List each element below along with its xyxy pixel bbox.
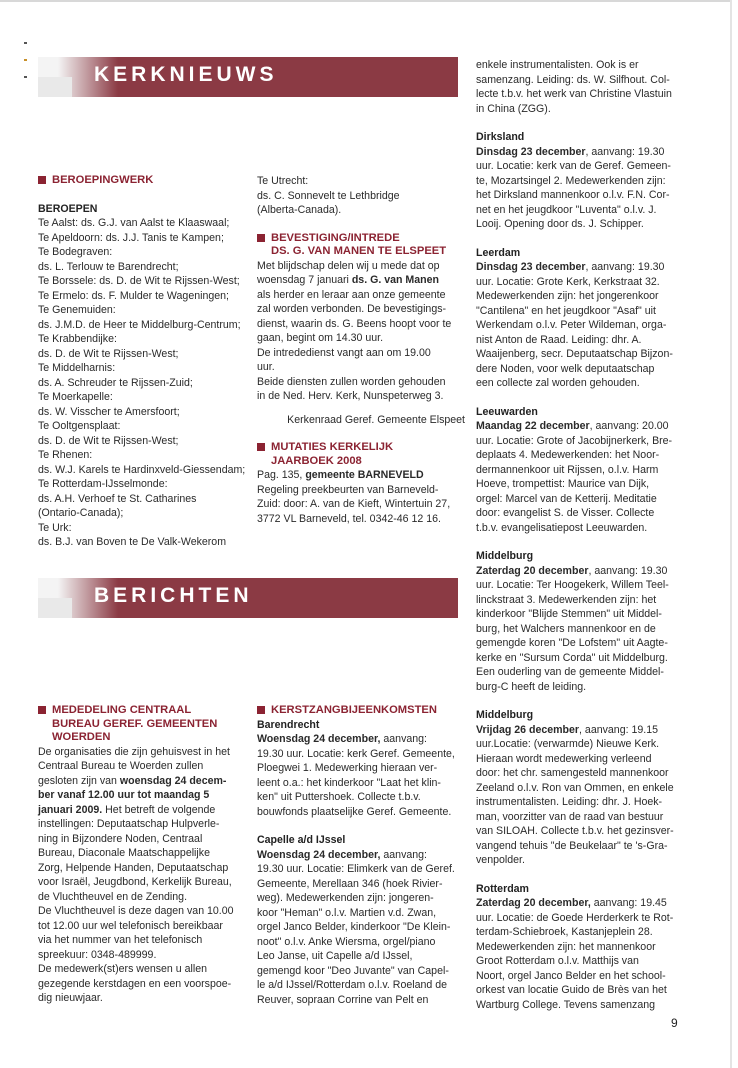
text-line: Te Borssele: ds. D. de Wit te Rijssen-West; [38,275,240,287]
text-line: ds. A.H. Verhoef te St. Catharines [38,492,197,505]
text-line: enkele instrumentalisten. Ook is er [476,59,639,71]
text-line: deplaats 4. Medewerkenden: het Noor- [476,449,660,461]
text-line: Zuid: door: A. van de Kieft, Wintertuin 27, [257,498,451,510]
text-line: de Vluchtheuvel en de Zending. [38,890,188,903]
text-line: burg-C heeft de leiding. [476,680,587,693]
text-line: Waaijenberg, secr. Deputaatschap Bijzon- [476,348,673,360]
text-line: Maandag 22 december, aanvang: 20.00 [476,420,669,432]
column-3 [476,58,684,1012]
text-line: van SILOAH. Collecte t.b.v. het gezinsver- [476,825,674,837]
text-line: uur. Locatie: de Goede Herderkerk te Rot- [476,911,674,924]
beroepen-continued [257,174,465,218]
capelle-title: Capelle a/d IJssel [257,834,346,846]
middelburg-1-text [476,564,684,695]
text-line: noot" o.l.v. Anke Wiersma, orgel/piano [257,935,436,948]
mededeling-heading: MEDEDELING CENTRAAL BUREAU GEREF. GEMEENTEN WOERDEN [38,704,246,745]
text-line: instrumentalisten. Leiding: dhr. J. Hoek- [476,796,663,808]
berichten-title: BERICHTEN [94,584,253,607]
text-line: Bureau, Diaconale Maatschappelijke [38,847,210,859]
text-line: uur. Locatie: Ter Hoogekerk, Willem Teel- [476,579,669,591]
text-line: in de Ned. Herv. Kerk, Nunspeterweg 3. [257,390,444,402]
dirksland-title: Dirksland [476,131,525,143]
bevestiging-heading: BEVESTIGING/INTREDE DS. G. VAN MANEN TE ELSPEET [257,232,465,259]
text-line: "Cantilena" en het jeugdkoor "Asaf" uit [476,304,656,317]
text-line: Noort, orgel Janco Belder en het school- [476,969,666,982]
text-line: een collecte zal worden gehouden. [476,377,640,389]
text-line: instellingen: Deputaatschap Hulpverle- [38,818,220,830]
text-line: gesloten zijn van woensdag 24 decem- [38,774,227,787]
mededeling-section [38,704,246,1006]
text-line: 3772 VL Barneveld, tel. 0342-46 12 16. [257,512,441,525]
text-line: t.b.v. evangelisatiepost Leeuwarden. [476,521,648,534]
text-line: orkest van locatie Guido de Brès van het [476,984,667,996]
intro-text [476,58,684,116]
text-line: via het nummer van het telefonisch [38,934,203,946]
text-line: Dinsdag 23 december, aanvang: 19.30 [476,261,665,273]
text-line: kinderkoor "Blijde Stemmen" uit Middel- [476,608,662,620]
text-line: ds. B.J. van Boven te De Valk-Wekerom [38,536,227,548]
mededeling-paragraph-3 [38,962,246,1006]
text-line: venpolder. [476,854,525,866]
leerdam-title: Leerdam [476,246,521,259]
text-line: Een ouderling van de gemeente Middel- [476,666,664,678]
text-line: lecte t.b.v. het werk van Christine Vlastuin [476,88,672,100]
text-line: Gemeente, Merellaan 346 (hoek Rivier- [257,877,443,890]
text-line: in China (ZGG). [476,102,551,115]
text-line: bouwfonds plaatselijke Geref. Gemeente. [257,805,452,818]
text-line: ds. L. Terlouw te Barendrecht; [38,260,179,273]
text-line: ken" uit Puttershoek. Collecte t.b.v. [257,791,421,803]
text-line: orgel Janco Belder, kinderkoor "De Klein- [257,921,451,933]
kerstzang-section [257,704,465,1007]
text-line: te, Mozartsingel 2. Medewerkenden zijn: [476,174,666,187]
text-line: net en het jeugdkoor "Luventa" o.l.v. J. [476,203,657,216]
middelburg-2-text [476,723,684,868]
column-2-top [257,174,465,526]
mutaties-line-1: Pag. 135, gemeente BARNEVELD [257,469,424,481]
text-line: Te Apeldoorn: ds. J.J. Tanis te Kampen; [38,231,224,244]
text-line: als herder en leraar aan onze gemeente [257,288,446,301]
text-line: Te Ermelo: ds. F. Mulder te Wageningen; [38,289,229,302]
bevestiging-paragraph-3 [257,375,465,404]
text-line: De Vluchtheuvel is deze dagen van 10.00 [38,905,234,917]
bevestiging-paragraph-1 [257,259,465,346]
text-line: Te Rotterdam-IJsselmonde: [38,478,168,490]
text-line: Te Rhenen: [38,449,93,461]
text-line: zal worden verbonden. De bevestigings- [257,303,447,315]
text-line: Te Utrecht: [257,175,309,187]
text-line: woensdag 7 januari ds. G. van Manen [257,274,439,286]
text-line: Zaterdag 20 december, aanvang: 19.30 [476,564,668,577]
text-line: Wartburg College. Tevens samenzang [476,998,656,1011]
text-line: Te Bodegraven: [38,246,113,258]
rotterdam-title: Rotterdam [476,882,529,895]
page-number: 9 [671,1016,678,1030]
text-line: Met blijdschap delen wij u mede dat op [257,259,440,272]
text-line: (Alberta-Canada). [257,204,342,216]
beroepen-subheading: BEROEPEN [38,202,98,215]
text-line: le a/d IJssel/Rotterdam o.l.v. Roeland de [257,979,447,991]
text-line: Te Ooltgensplaat: [38,420,121,432]
text-line: Te Urk: [38,521,72,534]
text-line: dere Noden, voor welk deputaatschap [476,362,655,375]
text-line: dermannenkoor uit Rijssen, o.l.v. Harm [476,463,659,476]
text-line: Zeeland o.l.v. Ron van Ommen, en enkele [476,781,674,794]
text-line: samenzang. Leiding: ds. W. Silfhout. Col- [476,73,670,86]
mutaties-heading: MUTATIES KERKELIJK JAARBOEK 2008 [257,441,465,468]
page-edge-right [730,0,732,1068]
text-line: gemengde koren "De Lofstem" uit Aagte- [476,637,668,649]
text-line: orgel: Marcel van de Ketterij. Meditatie [476,492,657,505]
leeuwarden-text [476,419,684,535]
text-line: Te Krabbendijke: [38,333,117,345]
text-line: Te Middelharnis: [38,362,116,374]
text-line: Woensdag 24 december, aanvang: [257,733,427,745]
text-line: ds. W.J. Karels te Hardinxveld-Giessendam; [38,463,246,476]
text-line: het Dirksland mannenkoor o.l.v. F.N. Cor- [476,189,670,201]
text-line: De organisaties die zijn gehuisvest in het [38,745,230,758]
text-line: ds. A. Schreuder te Rijssen-Zuid; [38,376,193,389]
beroepingwerk-heading: BEROEPINGWERK [38,174,246,188]
text-line: Vrijdag 26 december, aanvang: 19.15 [476,723,658,736]
text-line: vangend tehuis "de Beukelaar" te 's-Gra- [476,839,668,852]
text-line: ds. W. Visscher te Amersfoort; [38,405,180,418]
bevestiging-signature: Kerkenraad Geref. Gemeente Elspeet [287,413,465,426]
rotterdam-text [476,896,684,1012]
text-line: Te Moerkapelle: [38,391,113,403]
text-line: ds. C. Sonnevelt te Lethbridge [257,189,400,202]
margin-marks [24,42,27,93]
beroepen-list [38,216,246,550]
text-line: Hoeve, trompettist: Maurice van Dijk, [476,478,650,490]
text-line: ds. J.M.D. de Heer te Middelburg-Centrum; [38,318,241,331]
text-line: ds. D. de Wit te Rijssen-West; [38,434,179,447]
text-line: Woensdag 24 december, aanvang: [257,848,427,861]
text-line: (Ontario-Canada); [38,507,124,519]
text-line: Zorg, Helpende Handen, Deputaatschap [38,861,229,874]
text-line: gemengd koor "Deo Juvante" van Capel- [257,964,449,977]
text-line: uur. [257,361,275,373]
text-line: uur. Locatie: Grote of Jacobijnerkerk, Bre- [476,434,673,447]
mutaties-text [257,483,465,527]
barendrecht-text [257,732,465,819]
text-line: januari 2009. Het betreft de volgende [38,803,216,816]
text-line: Te Genemuiden: [38,304,116,316]
mededeling-paragraph-2 [38,904,246,962]
text-line: Hieraan wordt medewerking verleend [476,752,652,765]
text-line: linckstraat 3. Medewerkenden zijn: het [476,593,657,606]
text-line: Leo Janse, uit Capelle a/d IJssel, [257,950,413,962]
text-line: voor Israël, Jeugdbond, Kerkelijk Bureau, [38,876,232,888]
text-line: leent o.a.: het kinderkoor "Laat het klin- [257,776,441,789]
text-line: De medewerk(st)ers wensen u allen [38,963,207,975]
text-line: 19.30 uur. Locatie: kerk Geref. Gemeente, [257,747,455,760]
berichten-banner [38,578,458,618]
text-line: Reuver, sopraan Corrine van Pelt en [257,993,429,1006]
text-line: door: evangelist S. de Visser. Collecte [476,507,655,519]
leeuwarden-title: Leeuwarden [476,405,538,418]
kerknieuws-title: KERKNIEUWS [94,63,278,86]
text-line: gezegende kerstdagen en een voorspoe- [38,977,232,990]
text-line: koor "Heman" o.l.v. Martien v.d. Zwan, [257,906,437,919]
middelburg-2-title: Middelburg [476,709,534,721]
text-line: ds. D. de Wit te Rijssen-West; [38,347,179,360]
text-line: kerke en "Sursum Corda" uit Middelburg. [476,651,668,664]
text-line: weg). Medewerkenden zijn: jongeren- [257,892,434,904]
text-line: dienst, waarin ds. G. Beens hoopt voor te [257,317,452,330]
text-line: ber vanaf 12.00 uur tot maandag 5 [38,789,210,801]
dirksland-text [476,145,684,232]
barendrecht-title: Barendrecht [257,718,320,731]
text-line: ning in Bijzondere Noden, Centraal [38,832,203,845]
text-line: dig nieuwjaar. [38,992,103,1004]
text-line: Beide diensten zullen worden gehouden [257,375,446,388]
text-line: tot 12.00 uur wel telefonisch bereikbaar [38,919,223,932]
text-line: gaan, begint om 14.30 uur. [257,332,384,344]
text-line: Looij. Opening door ds. J. Schipper. [476,218,644,230]
bevestiging-paragraph-2 [257,346,465,375]
beroepingwerk-section [38,174,246,550]
page-edge-top [0,0,730,2]
text-line: uur. Locatie: kerk van de Geref. Gemeen- [476,160,671,172]
text-line: 19.30 uur. Locatie: Elimkerk van de Geref. [257,863,455,875]
text-line: Te Aalst: ds. G.J. van Aalst te Klaaswaal; [38,217,230,229]
text-line: terdam-Schiebroek, Kastanjeplein 28. [476,926,653,938]
kerknieuws-banner [38,57,458,97]
text-line: uur.Locatie: (verwarmde) Nieuwe Kerk. [476,738,660,750]
text-line: spreekuur: 0348-489999. [38,948,157,961]
mededeling-paragraph-1 [38,745,246,905]
text-line: nist Anton de Raad. Leiding: dhr. A. [476,333,642,346]
text-line: Centraal Bureau te Woerden zullen [38,760,204,772]
kerstzang-heading: KERSTZANGBIJEENKOMSTEN [257,704,465,718]
text-line: uur. Locatie: Grote Kerk, Kerkstraat 32. [476,275,660,288]
text-line: door: het chr. samengesteld mannenkoor [476,767,669,779]
text-line: Groot Rotterdam o.l.v. Matthijs van [476,955,639,967]
text-line: Werkendam o.l.v. Peter Wildeman, orga- [476,319,667,331]
capelle-text [257,848,465,1008]
middelburg-1-title: Middelburg [476,550,534,562]
text-line: burg, het Walchers mannenkoor en de [476,622,656,635]
text-line: Regeling preekbeurten van Barneveld- [257,483,439,496]
text-line: Ploegwei 1. Medewerking hieraan ver- [257,762,438,774]
text-line: Medewerkenden zijn: het jongerenkoor [476,290,659,302]
text-line: Dinsdag 23 december, aanvang: 19.30 [476,145,665,158]
text-line: Medewerkenden zijn: het mannenkoor [476,940,656,953]
text-line: De intrededienst vangt aan om 19.00 [257,346,431,359]
text-line: man, voorzitter van de raad van bestuur [476,810,664,823]
leerdam-text [476,260,684,391]
text-line: Zaterdag 20 december, aanvang: 19.45 [476,897,667,909]
